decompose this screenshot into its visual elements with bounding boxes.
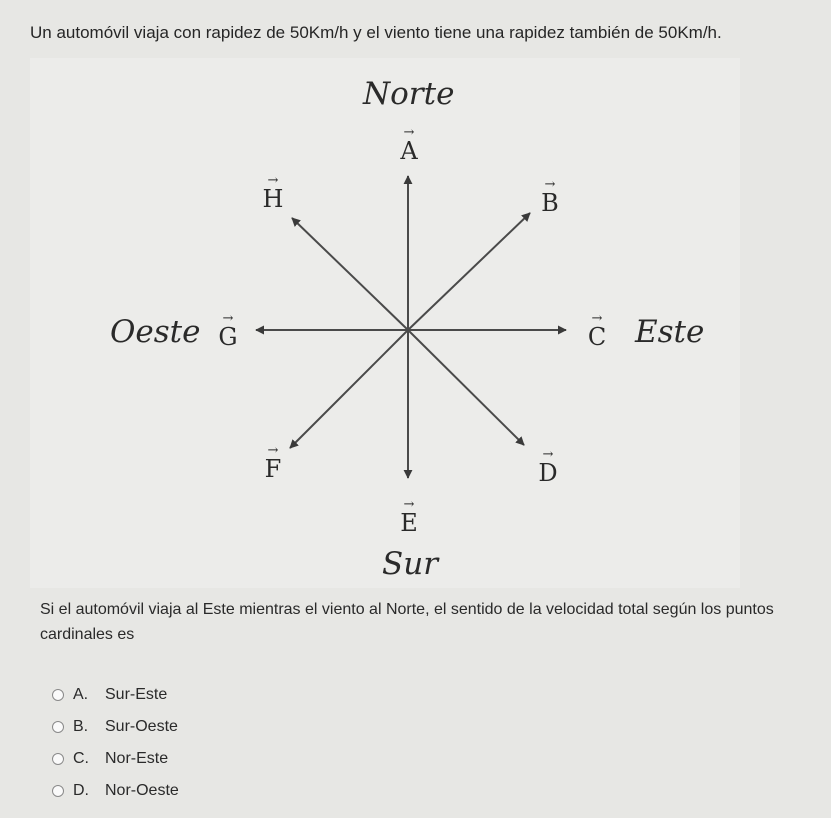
option-letter: A. bbox=[73, 686, 89, 703]
vector-h-label: → H bbox=[262, 173, 284, 213]
option-letter: D. bbox=[73, 782, 89, 799]
vector-d-line bbox=[408, 330, 524, 445]
option-text: Nor-Este bbox=[105, 750, 169, 767]
vector-d-label: → D bbox=[538, 447, 558, 487]
option-text: Sur-Oeste bbox=[105, 718, 178, 735]
option-a[interactable] bbox=[52, 679, 179, 711]
question-body: Si el automóvil viaja al Este mientras el viento al Norte, el sentido de la velocidad total según los puntos cardinales es bbox=[40, 601, 774, 643]
vector-a-label: → A bbox=[400, 125, 418, 165]
vector-h-line bbox=[292, 218, 408, 330]
option-text: Nor-Oeste bbox=[105, 782, 179, 799]
answer-options bbox=[52, 679, 179, 807]
vector-g-label: → G bbox=[218, 311, 238, 351]
vector-b-line bbox=[408, 213, 530, 330]
vector-f-line bbox=[290, 330, 408, 448]
option-b[interactable] bbox=[52, 711, 179, 743]
east-label: Este bbox=[635, 314, 705, 350]
vector-e-label: → E bbox=[400, 497, 418, 537]
radio-button[interactable] bbox=[52, 689, 64, 701]
vector-c-label: → C bbox=[587, 311, 607, 351]
compass-diagram bbox=[30, 58, 740, 588]
option-letter: B. bbox=[73, 718, 89, 735]
south-label: Sur bbox=[382, 546, 439, 582]
option-c[interactable] bbox=[52, 743, 179, 775]
radio-button[interactable] bbox=[52, 753, 64, 765]
vector-f-label: → F bbox=[264, 443, 282, 483]
option-d[interactable] bbox=[52, 775, 179, 807]
radio-button[interactable] bbox=[52, 721, 64, 733]
question-intro: Un automóvil viaja con rapidez de 50Km/h y el viento tiene una rapidez también de 50Km/h. bbox=[30, 23, 722, 42]
vector-b-label: → B bbox=[541, 177, 559, 217]
option-letter: C. bbox=[73, 750, 89, 767]
west-label: Oeste bbox=[110, 314, 201, 350]
radio-button[interactable] bbox=[52, 785, 64, 797]
north-label: Norte bbox=[363, 76, 455, 112]
option-text: Sur-Este bbox=[105, 686, 168, 703]
